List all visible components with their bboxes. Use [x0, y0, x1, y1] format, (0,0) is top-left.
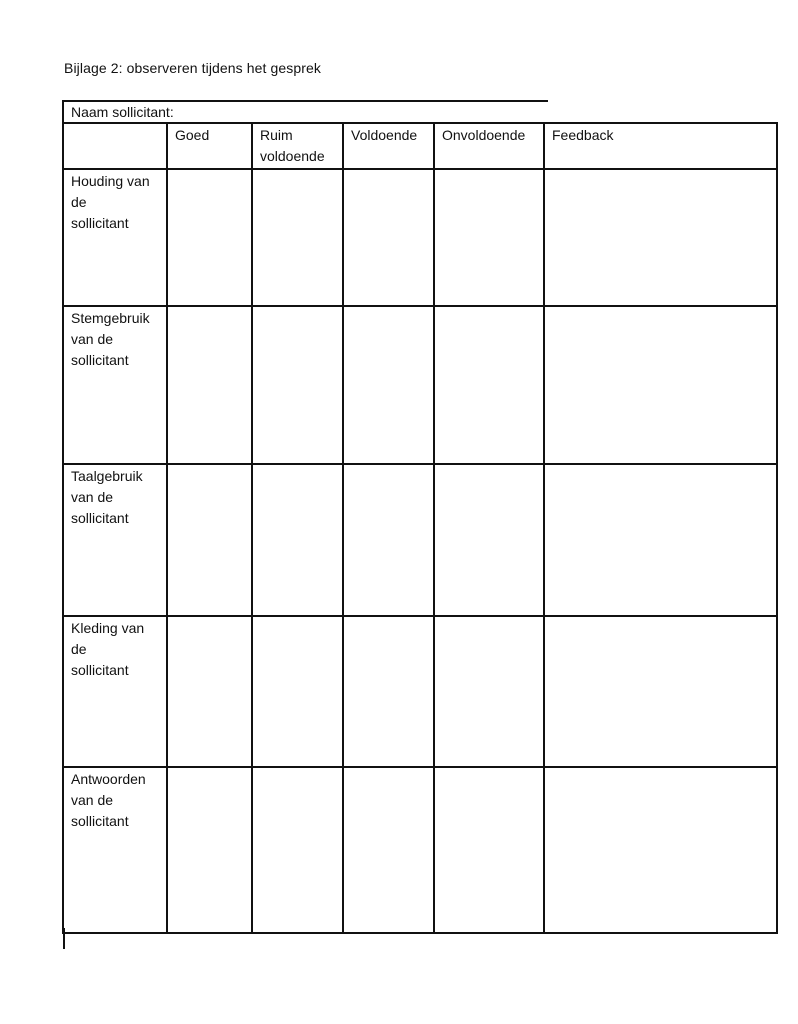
header-ruim-line1: Ruim	[260, 127, 293, 143]
cell-voldoende[interactable]	[343, 169, 434, 306]
row-label-line: sollicitant	[71, 813, 129, 829]
row-label-antwoorden	[63, 767, 167, 933]
cell-ruim-voldoende[interactable]	[252, 169, 343, 306]
row-label-line: de	[71, 194, 87, 210]
text-cursor	[63, 928, 65, 949]
cell-goed[interactable]	[167, 767, 252, 933]
cell-onvoldoende[interactable]	[434, 306, 544, 464]
row-label-line: van de	[71, 489, 114, 505]
cell-onvoldoende[interactable]	[434, 169, 544, 306]
cell-goed[interactable]	[167, 616, 252, 767]
table-row	[63, 169, 777, 306]
cell-onvoldoende[interactable]	[434, 767, 544, 933]
row-label-line: de	[71, 641, 87, 657]
cell-onvoldoende[interactable]	[434, 616, 544, 767]
row-label-line: sollicitant	[71, 510, 129, 526]
row-label-line: sollicitant	[71, 215, 129, 231]
row-label-line: sollicitant	[71, 662, 129, 678]
header-cell-onvoldoende: Onvoldoende	[434, 123, 544, 169]
table-row	[63, 464, 777, 616]
applicant-name-row	[62, 100, 548, 122]
row-label-kleding	[63, 616, 167, 767]
cell-voldoende[interactable]	[343, 616, 434, 767]
cell-feedback[interactable]	[544, 464, 777, 616]
cell-goed[interactable]	[167, 169, 252, 306]
cell-voldoende[interactable]	[343, 767, 434, 933]
row-label-line: van de	[71, 792, 114, 808]
row-label-taalgebruik	[63, 464, 167, 616]
table-row	[63, 306, 777, 464]
document-title: Bijlage 2: observeren tijdens het gesprek	[64, 60, 322, 76]
table-row	[63, 767, 777, 933]
row-label-houding	[63, 169, 167, 306]
cell-voldoende[interactable]	[343, 464, 434, 616]
applicant-name-label: Naam sollicitant:	[71, 104, 174, 120]
row-label-line: Taalgebruik	[71, 468, 143, 484]
row-label-line: Kleding van	[71, 620, 145, 636]
cell-ruim-voldoende[interactable]	[252, 306, 343, 464]
cell-ruim-voldoende[interactable]	[252, 767, 343, 933]
row-label-line: sollicitant	[71, 352, 129, 368]
cell-ruim-voldoende[interactable]	[252, 616, 343, 767]
cell-ruim-voldoende[interactable]	[252, 464, 343, 616]
cell-onvoldoende[interactable]	[434, 464, 544, 616]
cell-feedback[interactable]	[544, 306, 777, 464]
cell-voldoende[interactable]	[343, 306, 434, 464]
table-row	[63, 616, 777, 767]
header-row	[63, 123, 777, 169]
row-label-line: Stemgebruik	[71, 310, 150, 326]
row-label-stemgebruik	[63, 306, 167, 464]
observation-table	[62, 122, 778, 934]
header-cell-feedback: Feedback	[544, 123, 777, 169]
row-label-line: Antwoorden	[71, 771, 146, 787]
cell-goed[interactable]	[167, 464, 252, 616]
row-label-line: van de	[71, 331, 114, 347]
cell-feedback[interactable]	[544, 169, 777, 306]
header-cell-voldoende: Voldoende	[343, 123, 434, 169]
header-cell-goed: Goed	[167, 123, 252, 169]
header-cell-ruim-voldoende	[252, 123, 343, 169]
row-label-line: Houding van	[71, 173, 150, 189]
header-cell-empty	[63, 123, 167, 169]
cell-feedback[interactable]	[544, 616, 777, 767]
header-ruim-line2: voldoende	[260, 148, 325, 164]
cell-goed[interactable]	[167, 306, 252, 464]
cell-feedback[interactable]	[544, 767, 777, 933]
